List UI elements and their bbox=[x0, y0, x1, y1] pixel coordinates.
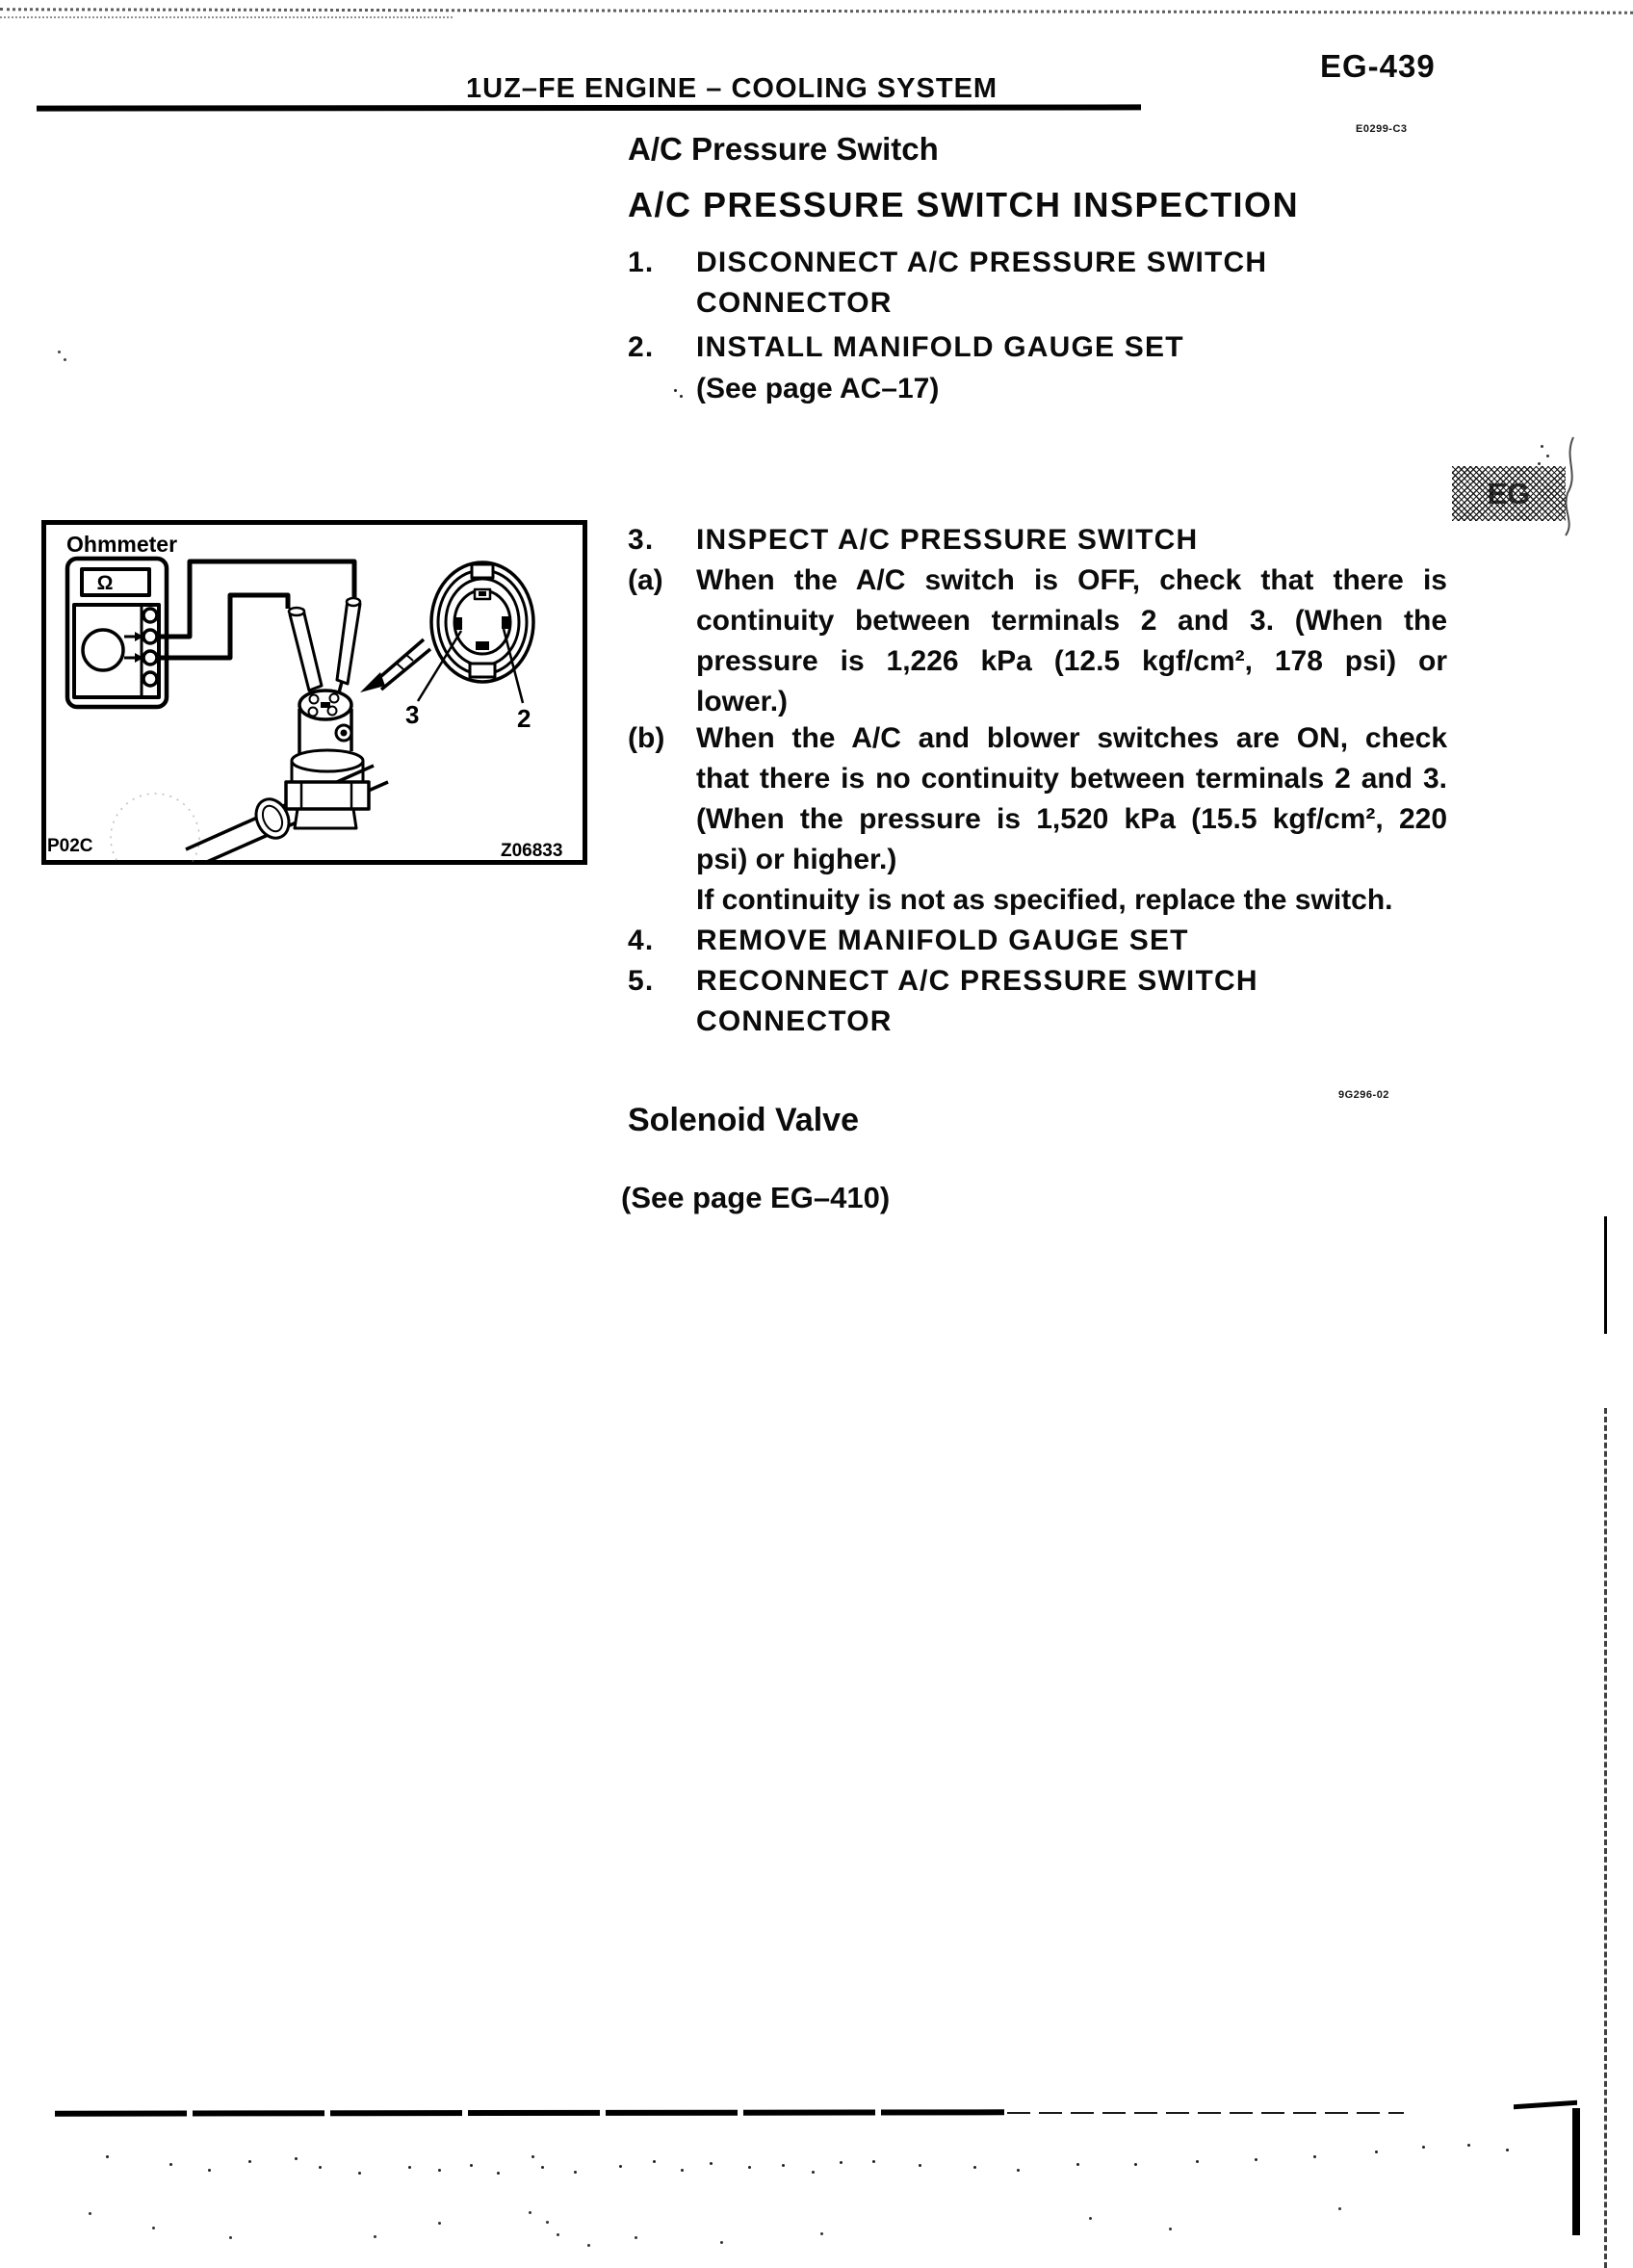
scan-noise-top-line bbox=[0, 8, 1633, 14]
scan-noise-top-line-2 bbox=[0, 16, 453, 18]
tab-scribble bbox=[1552, 431, 1585, 539]
eg-side-tab bbox=[1452, 466, 1566, 521]
scan-speckles bbox=[0, 0, 3, 3]
step-4-number: 4. bbox=[628, 925, 655, 956]
scan-edge-line-dashed bbox=[1604, 1408, 1607, 2268]
step-5-line-1: RECONNECT A/C PRESSURE SWITCH bbox=[696, 965, 1258, 997]
substep-b-line-3: (When the pressure is 1,520 kPa (15.5 kgf/cm², 220 bbox=[696, 803, 1447, 835]
eg-side-tab-label: EG bbox=[1487, 476, 1531, 510]
substep-b-line-4: psi) or higher.) bbox=[696, 844, 897, 875]
step-5-number: 5. bbox=[628, 965, 655, 997]
substep-a-line-2: continuity between terminals 2 and 3. (When the bbox=[696, 605, 1447, 637]
substep-a-line-1: When the A/C switch is OFF, check that there is bbox=[696, 564, 1447, 596]
test-lead-wires bbox=[157, 561, 354, 658]
solenoid-page-ref: (See page EG–410) bbox=[621, 1181, 891, 1214]
header-system-title: 1UZ–FE ENGINE – COOLING SYSTEM bbox=[466, 73, 998, 104]
substep-b-tag: (b) bbox=[628, 722, 665, 754]
scan-bracket-horizontal bbox=[1514, 2100, 1577, 2110]
scan-bracket-vertical bbox=[1572, 2108, 1580, 2235]
figure-box bbox=[41, 520, 587, 865]
ohmmeter-device bbox=[67, 559, 167, 707]
step-2-page-ref: (See page AC–17) bbox=[696, 373, 940, 404]
step-2-line-1: INSTALL MANIFOLD GAUGE SET bbox=[696, 331, 1184, 363]
scan-bottom-line-tail bbox=[1007, 2112, 1404, 2114]
ohmmeter-label: Ohmmeter bbox=[66, 532, 178, 557]
step-3-title: INSPECT A/C PRESSURE SWITCH bbox=[696, 524, 1199, 556]
step-1-line-1: DISCONNECT A/C PRESSURE SWITCH bbox=[696, 247, 1268, 278]
section-heading: A/C PRESSURE SWITCH INSPECTION bbox=[628, 185, 1300, 224]
figure-code-right: Z06833 bbox=[501, 841, 563, 861]
step-3-number: 3. bbox=[628, 524, 655, 556]
step-5-line-2: CONNECTOR bbox=[696, 1005, 893, 1037]
figure-code-left: P02C bbox=[47, 836, 93, 856]
step-3-note: If continuity is not as specified, replace the switch. bbox=[696, 884, 1393, 916]
omega-symbol: Ω bbox=[96, 572, 114, 594]
substep-a-line-3: pressure is 1,226 kPa (12.5 kgf/cm², 178 psi) or bbox=[696, 645, 1447, 677]
test-probes bbox=[289, 598, 360, 701]
substep-a-line-4: lower.) bbox=[696, 686, 789, 717]
header-rule bbox=[37, 104, 1141, 111]
step-4-line-1: REMOVE MANIFOLD GAUGE SET bbox=[696, 925, 1189, 956]
solenoid-title: Solenoid Valve bbox=[628, 1102, 859, 1138]
terminal-2-label: 2 bbox=[517, 704, 531, 733]
page-number: EG-439 bbox=[1320, 48, 1436, 84]
scan-bottom-line bbox=[55, 2109, 1004, 2116]
print-code-top: E0299-C3 bbox=[1356, 123, 1408, 135]
step-2-number: 2. bbox=[628, 331, 655, 363]
scan-ghost-circle bbox=[111, 794, 199, 865]
substep-b-line-1: When the A/C and blower switches are ON, check bbox=[696, 722, 1447, 754]
pointer-arrow bbox=[360, 639, 430, 692]
terminal-3-label: 3 bbox=[405, 700, 420, 729]
substep-a-tag: (a) bbox=[628, 564, 663, 596]
section-title: A/C Pressure Switch bbox=[628, 131, 939, 167]
substep-b-line-2: that there is no continuity between terminals 2 and 3. bbox=[696, 763, 1447, 795]
step-1-line-2: CONNECTOR bbox=[696, 287, 893, 319]
step-1-number: 1. bbox=[628, 247, 655, 278]
scan-edge-line-solid bbox=[1604, 1216, 1607, 1334]
connector-face-view bbox=[418, 562, 533, 703]
ohmmeter-figure bbox=[41, 520, 587, 865]
solenoid-print-code: 9G296-02 bbox=[1338, 1089, 1389, 1101]
pressure-switch-drawing bbox=[186, 691, 388, 865]
